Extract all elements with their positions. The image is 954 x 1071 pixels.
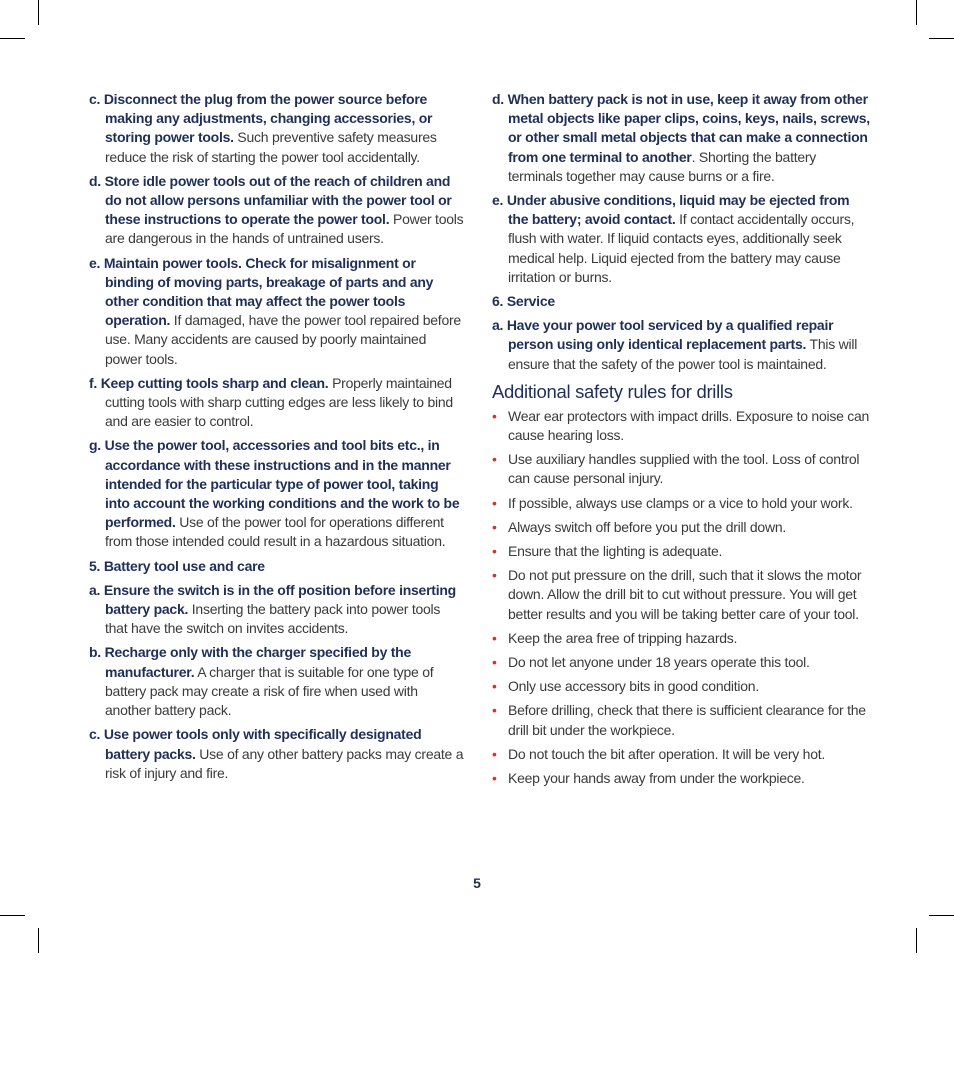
bullet-icon: • — [492, 770, 497, 787]
page-number: 5 — [473, 875, 481, 891]
rule-item: d. When battery pack is not in use, keep it away from other metal objects like paper clips, coins, keys, nails, screws, or other small metal objects that can make a connection from one terminal to another. Shorting the battery terminals together may cause burns or a fire. — [492, 91, 870, 184]
bullet-icon: • — [492, 745, 497, 762]
bullet-icon: • — [492, 654, 497, 671]
list-item: • Only use accessory bits in good condition. — [492, 677, 870, 696]
list-item: • Before drilling, check that there is sufficient clearance for the drill bit under the workpiece. — [492, 702, 866, 738]
list-item: • Use auxiliary handles supplied with the tool. Loss of control can cause personal injury. — [492, 451, 860, 487]
section-heading: 5. Battery tool use and care — [89, 557, 265, 574]
bullet-icon: • — [492, 702, 497, 719]
list-item: • If possible, always use clamps or a vice to hold your work. — [492, 494, 870, 513]
rule-item: b. Recharge only with the charger specified by the manufacturer. A charger that is suitable for one type of battery pack may create a risk of fire when used with another battery pack. — [89, 644, 434, 719]
list-item: • Keep your hands away from under the workpiece. — [492, 769, 870, 788]
bullet-icon: • — [492, 494, 497, 511]
list-item: • Do not let anyone under 18 years operate this tool. — [492, 653, 870, 672]
crop-mark — [916, 928, 917, 953]
rule-item: f. Keep cutting tools sharp and clean. Properly maintained cutting tools with sharp cutting edges are less likely to bind and are easier to control. — [89, 374, 453, 430]
section-heading: 6. Service — [492, 293, 555, 310]
list-item: • Do not touch the bit after operation. It will be very hot. — [492, 745, 870, 764]
rule-item: e. Maintain power tools. Check for misalignment or binding of moving parts, breakage of parts and any other condition that may affect the power tools operation. If damaged, have the power tool repaired before use. Many accidents are caused by poorly maintained power tools. — [89, 254, 461, 367]
rule-item: d. Store idle power tools out of the reach of children and do not allow persons unfamiliar with the power tool or these instructions to operate the power tool. Power tools are dangerous in the hands of untrained users. — [89, 172, 464, 247]
crop-mark — [38, 928, 39, 953]
bullet-icon: • — [492, 543, 497, 560]
rule-item: c. Use power tools only with specifically designated battery packs. Use of any other battery packs may create a risk of injury and fire. — [89, 726, 464, 781]
rule-item: c. Disconnect the plug from the power source before making any adjustments, changing accessories, or storing power tools. Such preventive safety measures reduce the risk of starting the power tool accidentally. — [89, 91, 437, 165]
crop-mark — [0, 915, 25, 916]
crop-mark — [916, 0, 917, 25]
list-item: • Wear ear protectors with impact drills. Exposure to noise can cause hearing loss. — [492, 407, 870, 444]
section-title: Additional safety rules for drills — [492, 380, 733, 402]
bullet-icon: • — [492, 629, 497, 646]
bullet-icon: • — [492, 678, 497, 695]
crop-mark — [929, 38, 954, 39]
rule-item: e. Under abusive conditions, liquid may be ejected from the battery; avoid contact. If contact accidentally occurs, flush with water. If liquid contacts eyes, additionally seek medical help. Liquid ejected from the battery may cause irritation or burns. — [492, 192, 855, 285]
list-item: • Always switch off before you put the drill down. — [492, 518, 870, 537]
bullet-icon: • — [492, 567, 497, 584]
right-column — [492, 90, 870, 793]
bullet-icon: • — [492, 451, 497, 468]
crop-mark — [929, 915, 954, 916]
list-item: • Keep the area free of tripping hazards. — [492, 629, 870, 648]
rule-item: a. Ensure the switch is in the off position before inserting battery pack. Inserting the battery pack into power tools that have the switch on invites accidents. — [89, 581, 456, 637]
crop-mark — [0, 38, 25, 39]
left-column — [89, 90, 464, 788]
list-item: • Do not put pressure on the drill, such that it slows the motor down. Allow the drill bit to cut without pressure. You will get better results and you will be taking better care of your tool. — [492, 567, 862, 622]
bullet-icon: • — [492, 518, 497, 535]
bullet-icon: • — [492, 407, 497, 424]
rule-item: a. Have your power tool serviced by a qualified repair person using only identical replacement parts. This will ensure that the safety of the power tool is maintained. — [492, 317, 858, 372]
list-item: • Ensure that the lighting is adequate. — [492, 542, 870, 561]
drill-rules-list — [492, 407, 870, 788]
crop-mark — [38, 0, 39, 25]
rule-item: g. Use the power tool, accessories and tool bits etc., in accordance with these instructions and in the manner intended for the particular type of power tool, taking into account the working conditions and the work to be performed. Use of the power tool for operations different from those intended could result in a hazardous situation. — [89, 437, 460, 550]
